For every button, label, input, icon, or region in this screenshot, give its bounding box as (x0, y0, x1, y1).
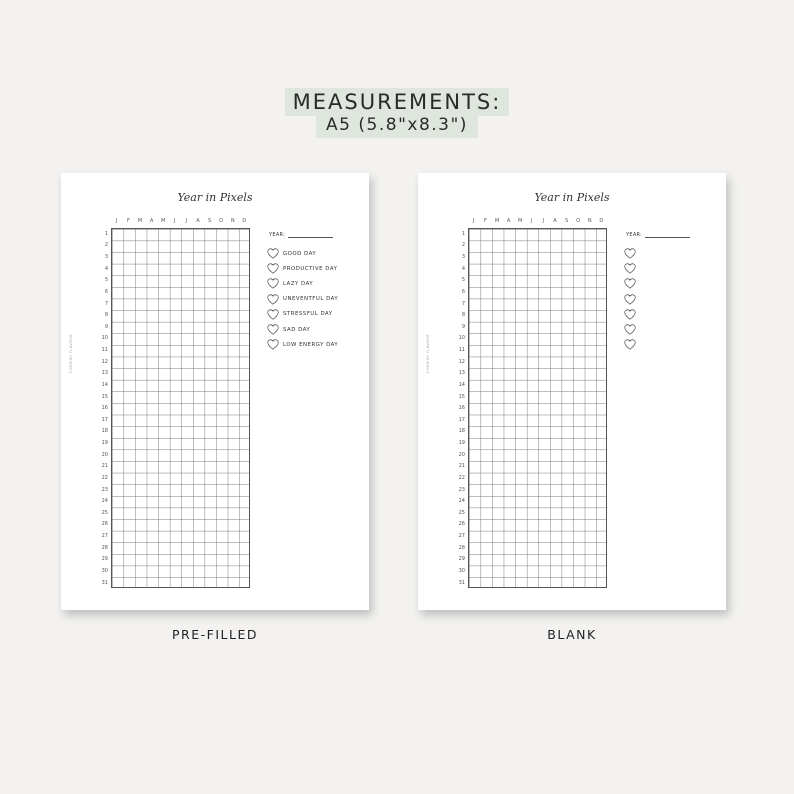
legend-item (624, 307, 640, 322)
day-label: 17 (458, 416, 465, 423)
day-label: 31 (101, 579, 108, 586)
heart-icon (624, 309, 640, 320)
day-label: 16 (458, 405, 465, 412)
day-label: 14 (458, 381, 465, 388)
day-label: 14 (101, 381, 108, 388)
legend-item (267, 322, 338, 337)
legend-item (624, 246, 640, 261)
day-label: 21 (458, 463, 465, 470)
month-header (468, 218, 607, 224)
heart-icon (624, 324, 640, 335)
year-field (269, 232, 333, 238)
day-label: 2 (104, 242, 108, 249)
day-column (96, 228, 108, 588)
legend-item (624, 276, 640, 291)
day-label: 15 (458, 393, 465, 400)
month-label: O (219, 218, 224, 224)
day-column (453, 228, 465, 588)
legend-label: LAZY DAY (283, 280, 314, 287)
heart-icon (267, 294, 283, 305)
day-label: 22 (101, 474, 108, 481)
day-label: 2 (461, 242, 465, 249)
legend-item (267, 246, 338, 261)
day-label: 25 (101, 509, 108, 516)
year-field (626, 232, 690, 238)
day-label: 6 (461, 288, 465, 295)
day-label: 9 (461, 323, 465, 330)
day-label: 8 (104, 312, 108, 319)
legend-label: LOW ENERGY DAY (283, 341, 339, 348)
day-label: 27 (101, 533, 108, 540)
day-label: 19 (101, 440, 108, 447)
day-label: 30 (101, 567, 108, 574)
day-label: 24 (101, 498, 108, 505)
day-label: 20 (101, 451, 108, 458)
day-label: 29 (458, 556, 465, 563)
year-line (645, 232, 690, 238)
month-label: O (576, 218, 581, 224)
sheet-title: Year in Pixels (534, 191, 610, 204)
month-label: F (126, 218, 130, 224)
legend-label: PRODUCTIVE DAY (283, 265, 338, 272)
day-label: 5 (461, 277, 465, 284)
size-heading (0, 114, 794, 138)
sheet-title: Year in Pixels (177, 191, 253, 204)
month-label: N (587, 218, 592, 224)
heart-icon (267, 339, 283, 350)
legend-item (267, 292, 338, 307)
measurements-heading (0, 88, 794, 116)
year-label: YEAR: (269, 232, 286, 238)
month-label: A (196, 218, 200, 224)
heart-icon (624, 263, 640, 274)
day-label: 29 (101, 556, 108, 563)
legend-label: GOOD DAY (283, 250, 317, 257)
day-label: 27 (458, 533, 465, 540)
month-label: J (174, 218, 176, 224)
day-label: 22 (458, 474, 465, 481)
mood-legend (267, 246, 338, 352)
legend-label: UNEVENTFUL DAY (283, 296, 339, 303)
month-label: A (553, 218, 557, 224)
day-label: 5 (104, 277, 108, 284)
month-label: D (599, 218, 604, 224)
day-label: 31 (458, 579, 465, 586)
month-label: N (230, 218, 235, 224)
day-label: 7 (461, 300, 465, 307)
day-label: 18 (458, 428, 465, 435)
size-label: A5 (5.8"x8.3") (316, 114, 478, 138)
heart-icon (624, 339, 640, 350)
day-label: 17 (101, 416, 108, 423)
month-label: M (137, 218, 143, 224)
day-label: 13 (458, 370, 465, 377)
heart-icon (624, 294, 640, 305)
legend-item (624, 292, 640, 307)
day-label: 6 (104, 288, 108, 295)
heart-icon (267, 263, 283, 274)
day-label: 16 (101, 405, 108, 412)
day-label: 12 (458, 358, 465, 365)
month-label: M (494, 218, 500, 224)
year-label: YEAR: (626, 232, 643, 238)
month-label: D (242, 218, 247, 224)
legend-item (624, 337, 640, 352)
day-label: 4 (461, 265, 465, 272)
month-label: S (564, 218, 569, 224)
day-label: 20 (458, 451, 465, 458)
month-label: J (473, 218, 475, 224)
day-label: 28 (458, 544, 465, 551)
day-label: 30 (458, 567, 465, 574)
day-label: 7 (104, 300, 108, 307)
heart-icon (624, 248, 640, 259)
month-label: J (542, 218, 545, 224)
legend-item (267, 337, 338, 352)
day-label: 26 (101, 521, 108, 528)
legend-item (267, 276, 338, 291)
legend-item (267, 261, 338, 276)
month-label: J (185, 218, 188, 224)
legend-item (624, 322, 640, 337)
day-label: 3 (104, 254, 108, 261)
month-label: M (161, 218, 166, 224)
month-label: S (207, 218, 212, 224)
day-label: 4 (104, 265, 108, 272)
day-label: 18 (101, 428, 108, 435)
day-label: 24 (458, 498, 465, 505)
day-label: 11 (458, 347, 465, 354)
day-label: 3 (461, 254, 465, 261)
prefilled-sheet (61, 173, 369, 610)
mood-legend (624, 246, 640, 352)
heart-icon (267, 278, 283, 289)
day-label: 12 (101, 358, 108, 365)
legend-label: STRESSFUL DAY (283, 311, 333, 318)
pixel-grid (468, 228, 607, 588)
day-label: 15 (101, 393, 108, 400)
blank-caption: BLANK (547, 627, 597, 642)
day-label: 8 (461, 312, 465, 319)
pixel-grid (111, 228, 250, 588)
day-label: 28 (101, 544, 108, 551)
day-label: 1 (461, 230, 465, 237)
day-label: 26 (458, 521, 465, 528)
month-header (111, 218, 250, 224)
day-label: 10 (101, 335, 108, 342)
heart-icon (267, 324, 283, 335)
day-label: 13 (101, 370, 108, 377)
brand-mark: CHERISH FLAVOUR (426, 333, 430, 373)
legend-label: SAD DAY (283, 326, 311, 333)
month-label: F (483, 218, 487, 224)
prefilled-caption: PRE-FILLED (172, 627, 258, 642)
year-line (288, 232, 333, 238)
month-label: A (149, 218, 154, 224)
day-label: 19 (458, 440, 465, 447)
legend-item (267, 307, 338, 322)
month-label: M (518, 218, 523, 224)
day-label: 1 (104, 230, 108, 237)
day-label: 25 (458, 509, 465, 516)
day-label: 9 (104, 323, 108, 330)
day-label: 11 (101, 347, 108, 354)
month-label: J (531, 218, 533, 224)
month-label: A (506, 218, 511, 224)
legend-item (624, 261, 640, 276)
heart-icon (624, 278, 640, 289)
day-label: 21 (101, 463, 108, 470)
measurements-label: MEASUREMENTS: (285, 88, 510, 116)
day-label: 10 (458, 335, 465, 342)
blank-sheet (418, 173, 726, 610)
heart-icon (267, 248, 283, 259)
month-label: J (116, 218, 118, 224)
day-label: 23 (458, 486, 465, 493)
brand-mark: CHERISH FLAVOUR (69, 333, 73, 373)
day-label: 23 (101, 486, 108, 493)
heart-icon (267, 309, 283, 320)
